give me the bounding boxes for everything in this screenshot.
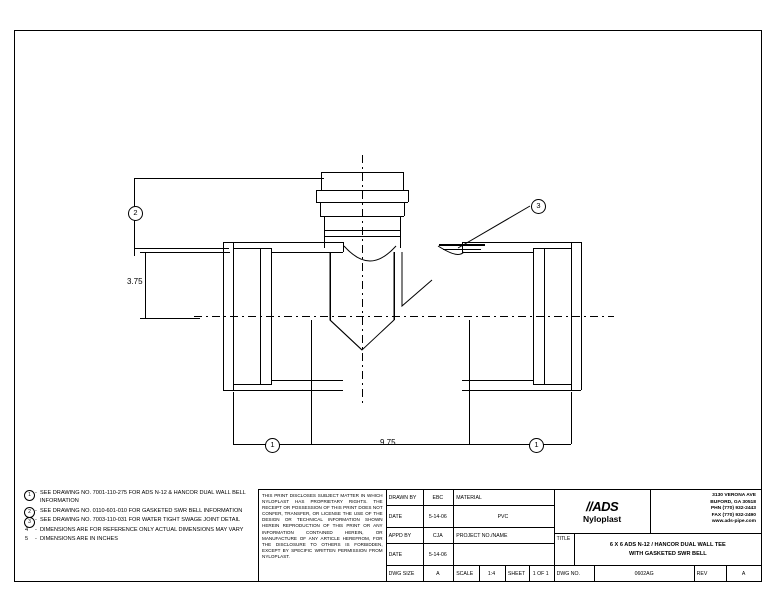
dim-overall-length: 9.75 <box>380 438 396 447</box>
rev-label: REV <box>695 566 727 581</box>
date2-row <box>387 544 554 566</box>
note-item <box>24 516 252 524</box>
extension-line <box>571 392 572 444</box>
dwg-no-label: DWG NO. <box>555 566 595 581</box>
dim-branch-height: 3.75 <box>127 277 143 286</box>
drawing-title-row <box>555 534 761 566</box>
extension-line <box>469 320 470 444</box>
geom-line <box>233 384 261 385</box>
note-dash: - <box>35 526 37 533</box>
balloon-3: 3 <box>531 199 546 214</box>
material-value: PVC <box>497 513 509 520</box>
note-number: 2 <box>24 507 35 518</box>
material-label: MATERIAL <box>456 494 482 501</box>
balloon-2: 2 <box>128 206 143 221</box>
note-dash: - <box>35 490 37 496</box>
geom-line <box>316 190 317 202</box>
sheet-label: SHEET <box>506 566 530 581</box>
geom-line <box>404 202 405 216</box>
note-item <box>24 526 252 534</box>
drawn-by-label: DRAWN BY <box>387 490 425 505</box>
horizontal-centerline <box>194 316 614 317</box>
title-block-right <box>555 490 761 581</box>
address-line-5[interactable]: www.ads-pipe.com <box>711 519 756 525</box>
appd-by-label: APPD BY <box>387 528 425 543</box>
geom-line <box>260 384 272 385</box>
brand-row <box>555 490 761 534</box>
balloon-1-left: 1 <box>265 438 280 453</box>
extension-line <box>140 252 230 253</box>
dimension-line <box>145 252 146 318</box>
note-dash: - <box>35 507 37 514</box>
note-dash: - <box>35 536 37 543</box>
legal-notice: THIS PRINT DISCLOSES SUBJECT MATTER IN WHICH NYLOPLAST HAS PROPRIETARY RIGHTS. THE RECEIPT OR POSSESSION OF THIS PRINT DOES NOT CONFER, TRANSFER, OR LICENSE THE USE OF THE DESIGN OR TECHNICAL INFORMATION SHOWN HEREIN REPRODUCTION OF THIS PRINT OR ANY INFORMATION CONTAINED HEREIN, OR MANUFACTURE OF ANY ARTICLE HEREFROM, FOR THE DISCLOSURE TO OTHERS IS FORBIDDEN, EXCEPT BY SPECIFIC WRITTEN PERMISSION FROM NYLOPLAST. <box>259 490 387 581</box>
note-text: SEE DRAWING NO. 0110-601-010 FOR GASKETED SWR BELL INFORMATION <box>40 507 243 514</box>
technical-drawing <box>14 30 762 470</box>
vertical-centerline <box>362 155 363 405</box>
note-number: 1 <box>24 490 35 501</box>
geom-line <box>320 202 321 216</box>
title-label: TITLE <box>555 534 575 565</box>
address-line-4: FAX (770) 932-2490 <box>711 512 756 518</box>
appd-by-value: CJA <box>424 528 454 543</box>
notes-list <box>24 489 252 544</box>
date2-label: DATE <box>387 544 425 565</box>
note-text: DIMENSIONS ARE FOR REFERENCE ONLY ACTUAL DIMENSIONS MAY VARY <box>40 526 244 533</box>
note-item <box>24 489 252 506</box>
extension-line <box>233 392 234 444</box>
note-text: SEE DRAWING NO. 7003-110-031 FOR WATER TIGHT SWAGE JOINT DETAIL <box>40 517 241 524</box>
extension-line <box>134 178 324 179</box>
date1-value: 5-14-06 <box>424 506 454 527</box>
geom-line <box>223 390 343 391</box>
geom-line <box>403 172 404 190</box>
date1-row <box>387 506 554 528</box>
geom-line <box>260 248 272 249</box>
geom-line <box>271 380 343 381</box>
scale-label: SCALE <box>454 566 480 581</box>
title-block <box>258 489 762 582</box>
geom-line <box>462 380 534 381</box>
scale-value: 1:4 <box>480 566 506 581</box>
extension-line <box>140 318 200 319</box>
note-dash: - <box>35 517 37 524</box>
sheet-value: 1 OF 1 <box>532 570 549 577</box>
rev-value: A <box>741 570 746 577</box>
note-text: DIMENSIONS ARE IN INCHES <box>40 536 119 543</box>
dwg-size-value: A <box>424 566 454 581</box>
extension-line <box>311 320 312 444</box>
drawing-title <box>575 534 761 565</box>
company-address <box>651 490 761 533</box>
project-value <box>454 544 553 565</box>
note-number: 3 <box>24 517 35 528</box>
dimension-line <box>469 444 571 445</box>
drawing-title-line-2: WITH GASKETED SWR BELL <box>628 550 707 557</box>
title-block-middle <box>387 490 555 581</box>
drawn-by-row <box>387 490 554 506</box>
note-item <box>24 535 252 543</box>
dwg-size-label: DWG SIZE <box>387 566 425 581</box>
date1-label: DATE <box>387 506 425 527</box>
appd-by-row <box>387 528 554 544</box>
geom-line <box>233 248 261 249</box>
drawing-title-line-1: 6 X 6 ADS N-12 / HANCOR DUAL WALL TEE <box>609 542 726 548</box>
company-logo <box>555 490 651 533</box>
balloon-1-right: 1 <box>529 438 544 453</box>
drawn-by-value: EBC <box>424 490 454 505</box>
geom-line <box>533 384 545 385</box>
note-number: 5 <box>25 536 29 543</box>
address-line-2: BUFORD, GA 30518 <box>710 499 756 505</box>
project-label: PROJECT NO./NAME <box>456 532 508 539</box>
address-line-3: PHN (770) 932-2443 <box>710 506 756 512</box>
internal-transition <box>314 240 494 360</box>
address-line-1: 3130 VERONA AVE <box>712 493 756 498</box>
geom-line <box>321 172 322 190</box>
extension-line <box>134 248 229 249</box>
size-scale-row <box>387 566 554 581</box>
note-text: SEE DRAWING NO. 7001-110-275 FOR ADS N-12 & HANCOR DUAL WALL BELL INFORMATION <box>40 490 246 505</box>
ads-logo-text: //ADS <box>586 498 619 514</box>
dwg-no-row <box>555 566 761 581</box>
nyloplast-logo-text: Nyloplast <box>582 513 622 524</box>
date2-value: 5-14-06 <box>424 544 454 565</box>
geom-line <box>462 390 581 391</box>
dwg-no-value: 0602AG <box>595 566 695 581</box>
geom-line <box>544 384 572 385</box>
geom-line <box>408 190 409 202</box>
note-number: 4 <box>25 526 29 533</box>
note-item <box>24 507 252 515</box>
